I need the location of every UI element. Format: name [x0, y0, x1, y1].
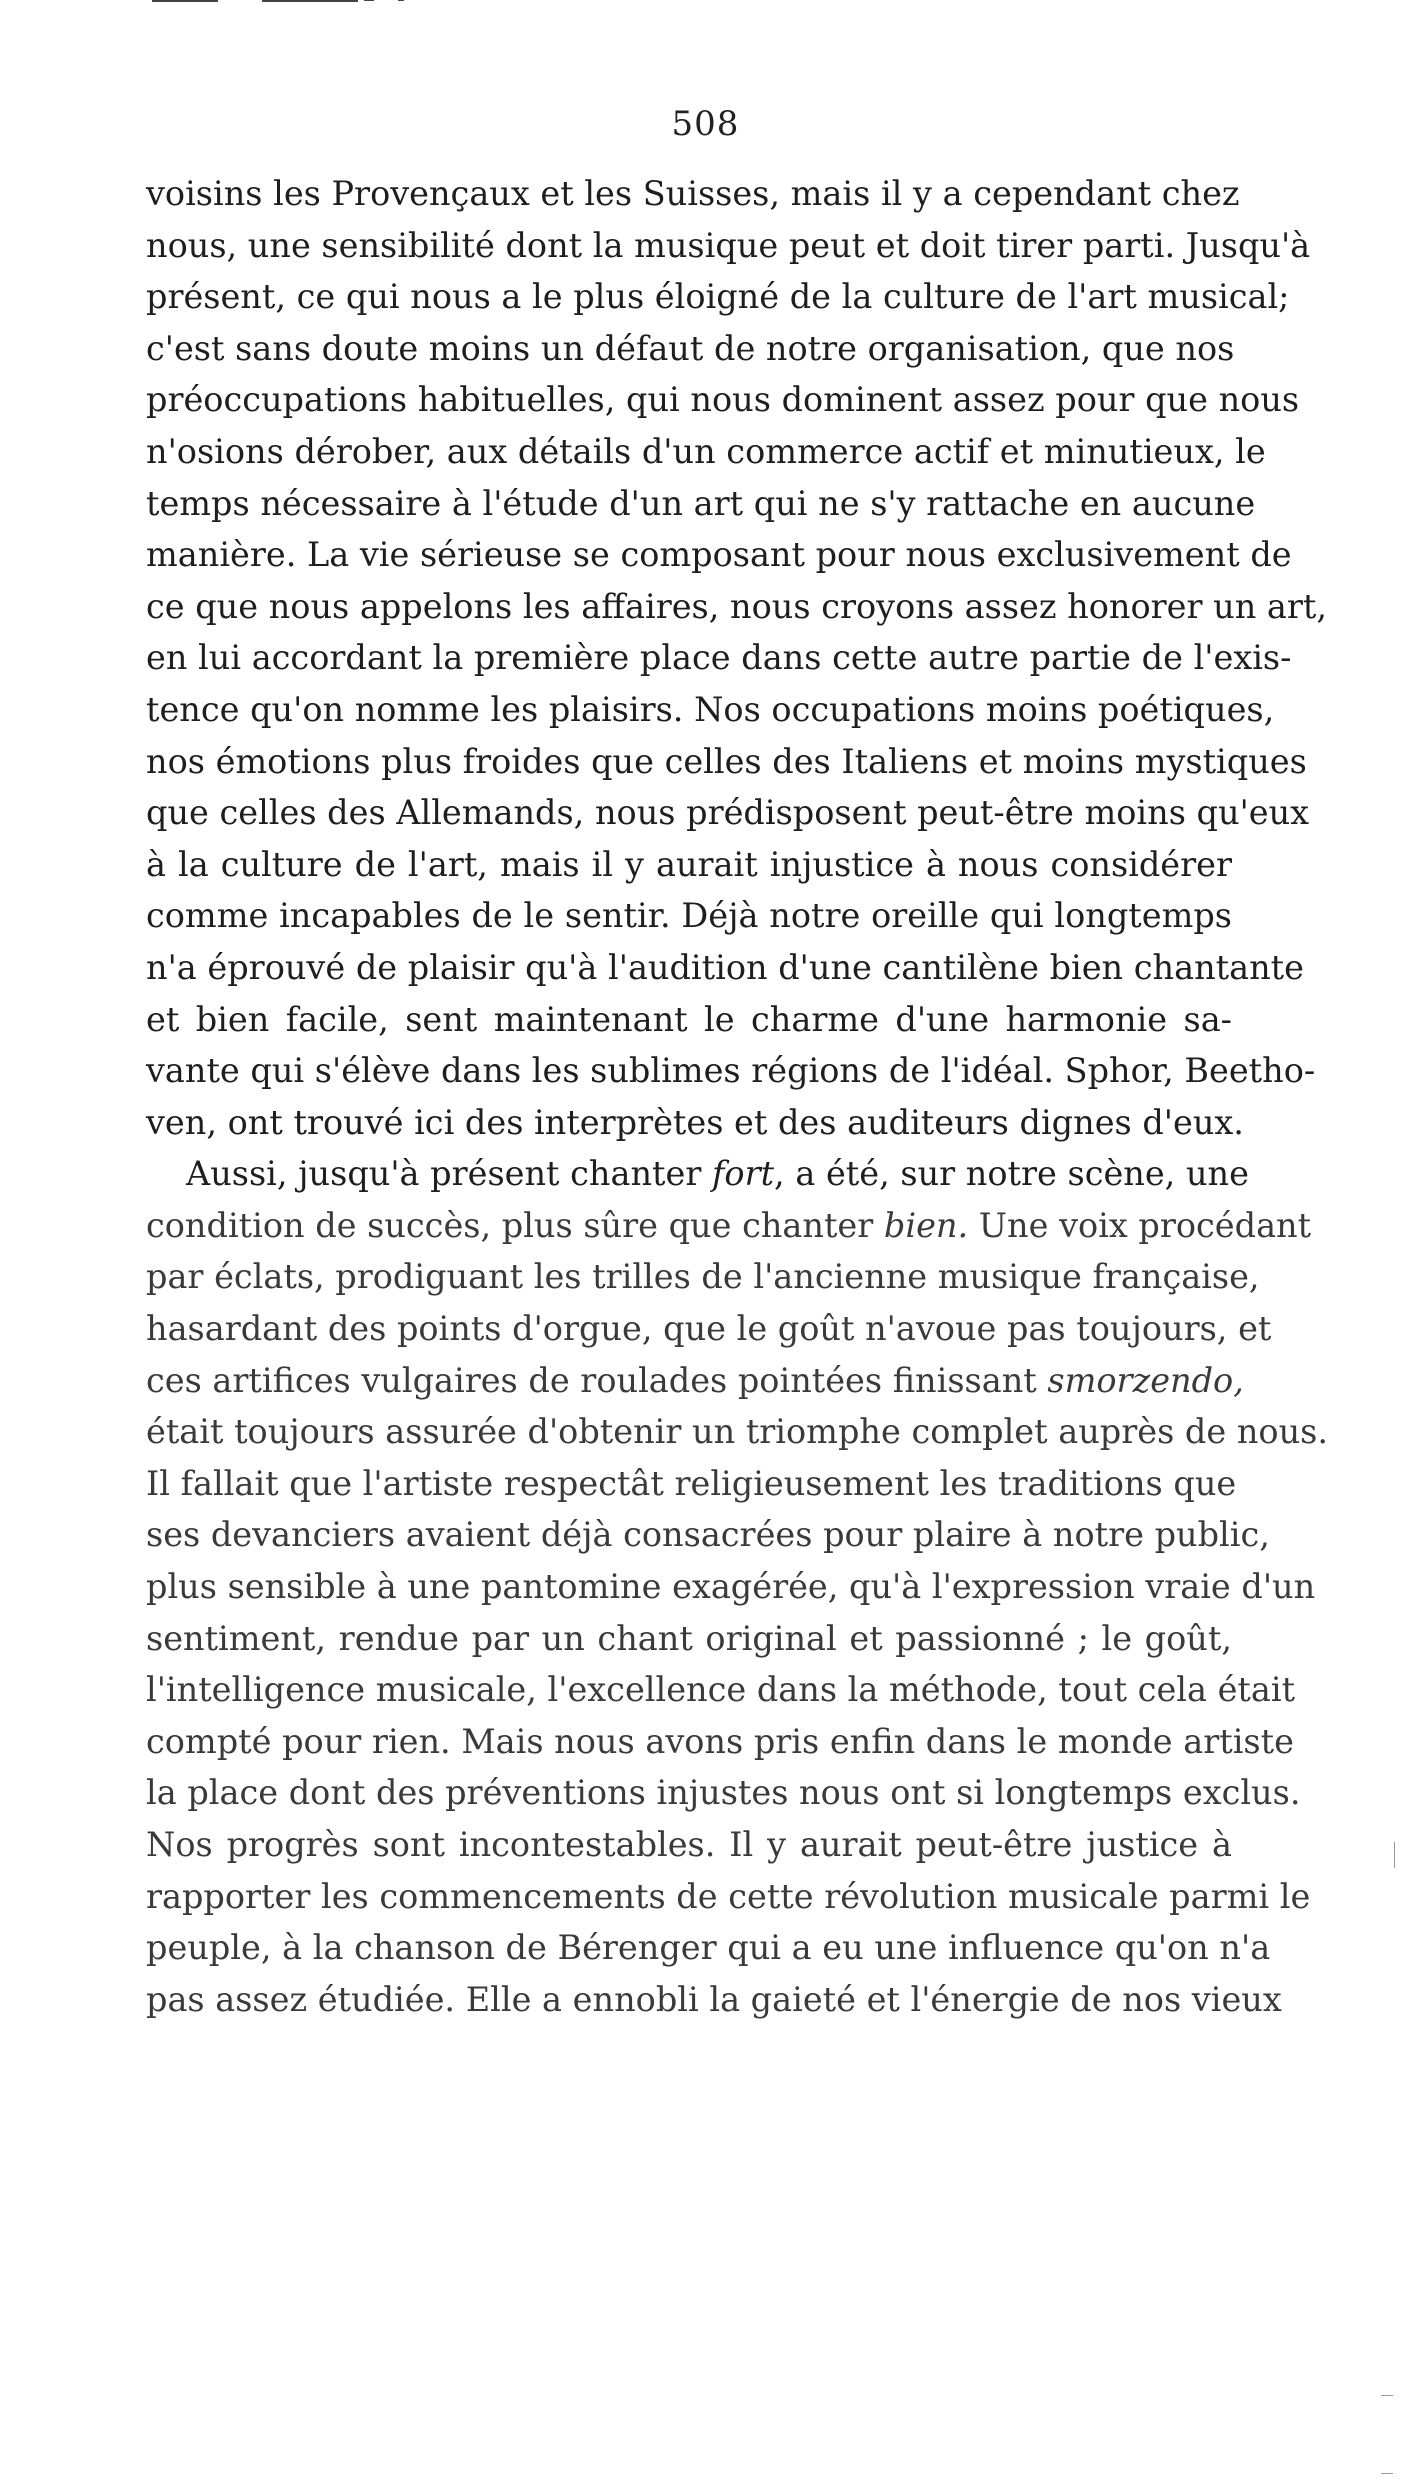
text-line: tence qu'on nomme les plaisirs. Nos occupations moins poétiques, [146, 689, 1275, 729]
italic-word: smorzendo, [1047, 1360, 1244, 1400]
text-line: vante qui s'élève dans les sublimes régions de l'idéal. Sphor, Beetho- [146, 1051, 1316, 1091]
text-line: préoccupations habituelles, qui nous dominent assez pour que nous [146, 380, 1300, 420]
text-line: n'a éprouvé de plaisir qu'à l'audition d'une cantilène bien chantante [146, 947, 1304, 987]
text-line: Nos progrès sont incontestables. Il y aurait peut-être justice à [146, 1825, 1232, 1864]
text-line: manière. La vie sérieuse se composant pour nous exclusivement de [146, 535, 1292, 575]
text-line [146, 1148, 1249, 1200]
text-line: à la culture de l'art, mais il y aurait injustice à nous considérer [146, 844, 1232, 884]
text-line: ven, ont trouvé ici des interprètes et des auditeurs dignes d'eux. [146, 1102, 1244, 1142]
text-line [146, 1200, 1312, 1252]
text-line: en lui accordant la première place dans cette autre partie de l'exis- [146, 638, 1292, 678]
text-line: était toujours assurée d'obtenir un triomphe complet auprès de nous. [146, 1412, 1328, 1452]
text-line: et bien facile, sent maintenant le charme d'une harmonie sa- [146, 999, 1232, 1039]
text-line: hasardant des points d'orgue, que le goût n'avoue pas toujours, et [146, 1309, 1272, 1349]
text-line: Il fallait que l'artiste respectât religieusement les traditions que [146, 1463, 1237, 1503]
italic-word: fort [712, 1154, 775, 1194]
text-run: ces artifices vulgaires de roulades pointées finissant [146, 1360, 1048, 1400]
text-line: nous, une sensibilité dont la musique peut et doit tirer parti. Jusqu'à [146, 225, 1311, 265]
text-line: compté pour rien. Mais nous avons pris enfin dans le monde artiste [146, 1721, 1294, 1761]
margin-mark [1394, 1842, 1395, 1868]
text-run: Aussi, jusqu'à présent chanter [186, 1154, 712, 1194]
italic-word: bien. [883, 1205, 969, 1245]
paragraph-1 [146, 168, 1328, 1148]
body-text [146, 168, 1328, 2025]
text-line: ses devanciers avaient déjà consacrées pour plaire à notre public, [146, 1515, 1270, 1555]
text-line [146, 1355, 1244, 1407]
text-line: n'osions dérober, aux détails d'un commerce actif et minutieux, le [146, 431, 1266, 471]
text-line: temps nécessaire à l'étude d'un art qui ne s'y rattache en aucune [146, 483, 1256, 523]
text-line: sentiment, rendue par un chant original et passionné ; le goût, [146, 1618, 1232, 1658]
text-line: pas assez étudiée. Elle a ennobli la gaieté et l'énergie de nos vieux [146, 1979, 1282, 2019]
top-rule-dash-1 [364, 0, 374, 1]
text-line: c'est sans doute moins un défaut de notre organisation, que nos [146, 328, 1235, 368]
text-run: , a été, sur notre scène, une [774, 1154, 1249, 1194]
text-line: par éclats, prodiguant les trilles de l'ancienne musique française, [146, 1257, 1260, 1297]
text-line: comme incapables de le sentir. Déjà notre oreille qui longtemps [146, 896, 1232, 936]
top-rule-middle [262, 0, 358, 2]
text-line: nos émotions plus froides que celles des Italiens et moins mystiques [146, 741, 1307, 781]
margin-mark [1381, 2473, 1393, 2474]
text-run: condition de succès, plus sûre que chanter [146, 1205, 884, 1245]
text-line: peuple, à la chanson de Bérenger qui a eu une influence qu'on n'a [146, 1928, 1271, 1968]
text-run: Une voix procédant [968, 1205, 1312, 1245]
text-line: voisins les Provençaux et les Suisses, mais il y a cependant chez [146, 174, 1240, 213]
text-line: la place dont des préventions injustes nous ont si longtemps exclus. [146, 1773, 1301, 1813]
text-line: rapporter les commencements de cette révolution musicale parmi le [146, 1876, 1311, 1916]
text-line: ce que nous appelons les affaires, nous croyons assez honorer un art, [146, 586, 1328, 626]
top-rule-left [152, 0, 218, 2]
paragraph-2 [146, 1148, 1328, 2025]
page-number: 508 [671, 104, 740, 144]
margin-mark [1381, 2395, 1393, 2396]
text-line: que celles des Allemands, nous prédisposent peut-être moins qu'eux [146, 793, 1310, 833]
text-line: l'intelligence musicale, l'excellence dans la méthode, tout cela était [146, 1670, 1296, 1710]
top-rule-dash-2 [398, 0, 404, 1]
text-line: plus sensible à une pantomine exagérée, qu'à l'expression vraie d'un [146, 1567, 1316, 1607]
text-line: présent, ce qui nous a le plus éloigné de la culture de l'art musical; [146, 277, 1290, 317]
